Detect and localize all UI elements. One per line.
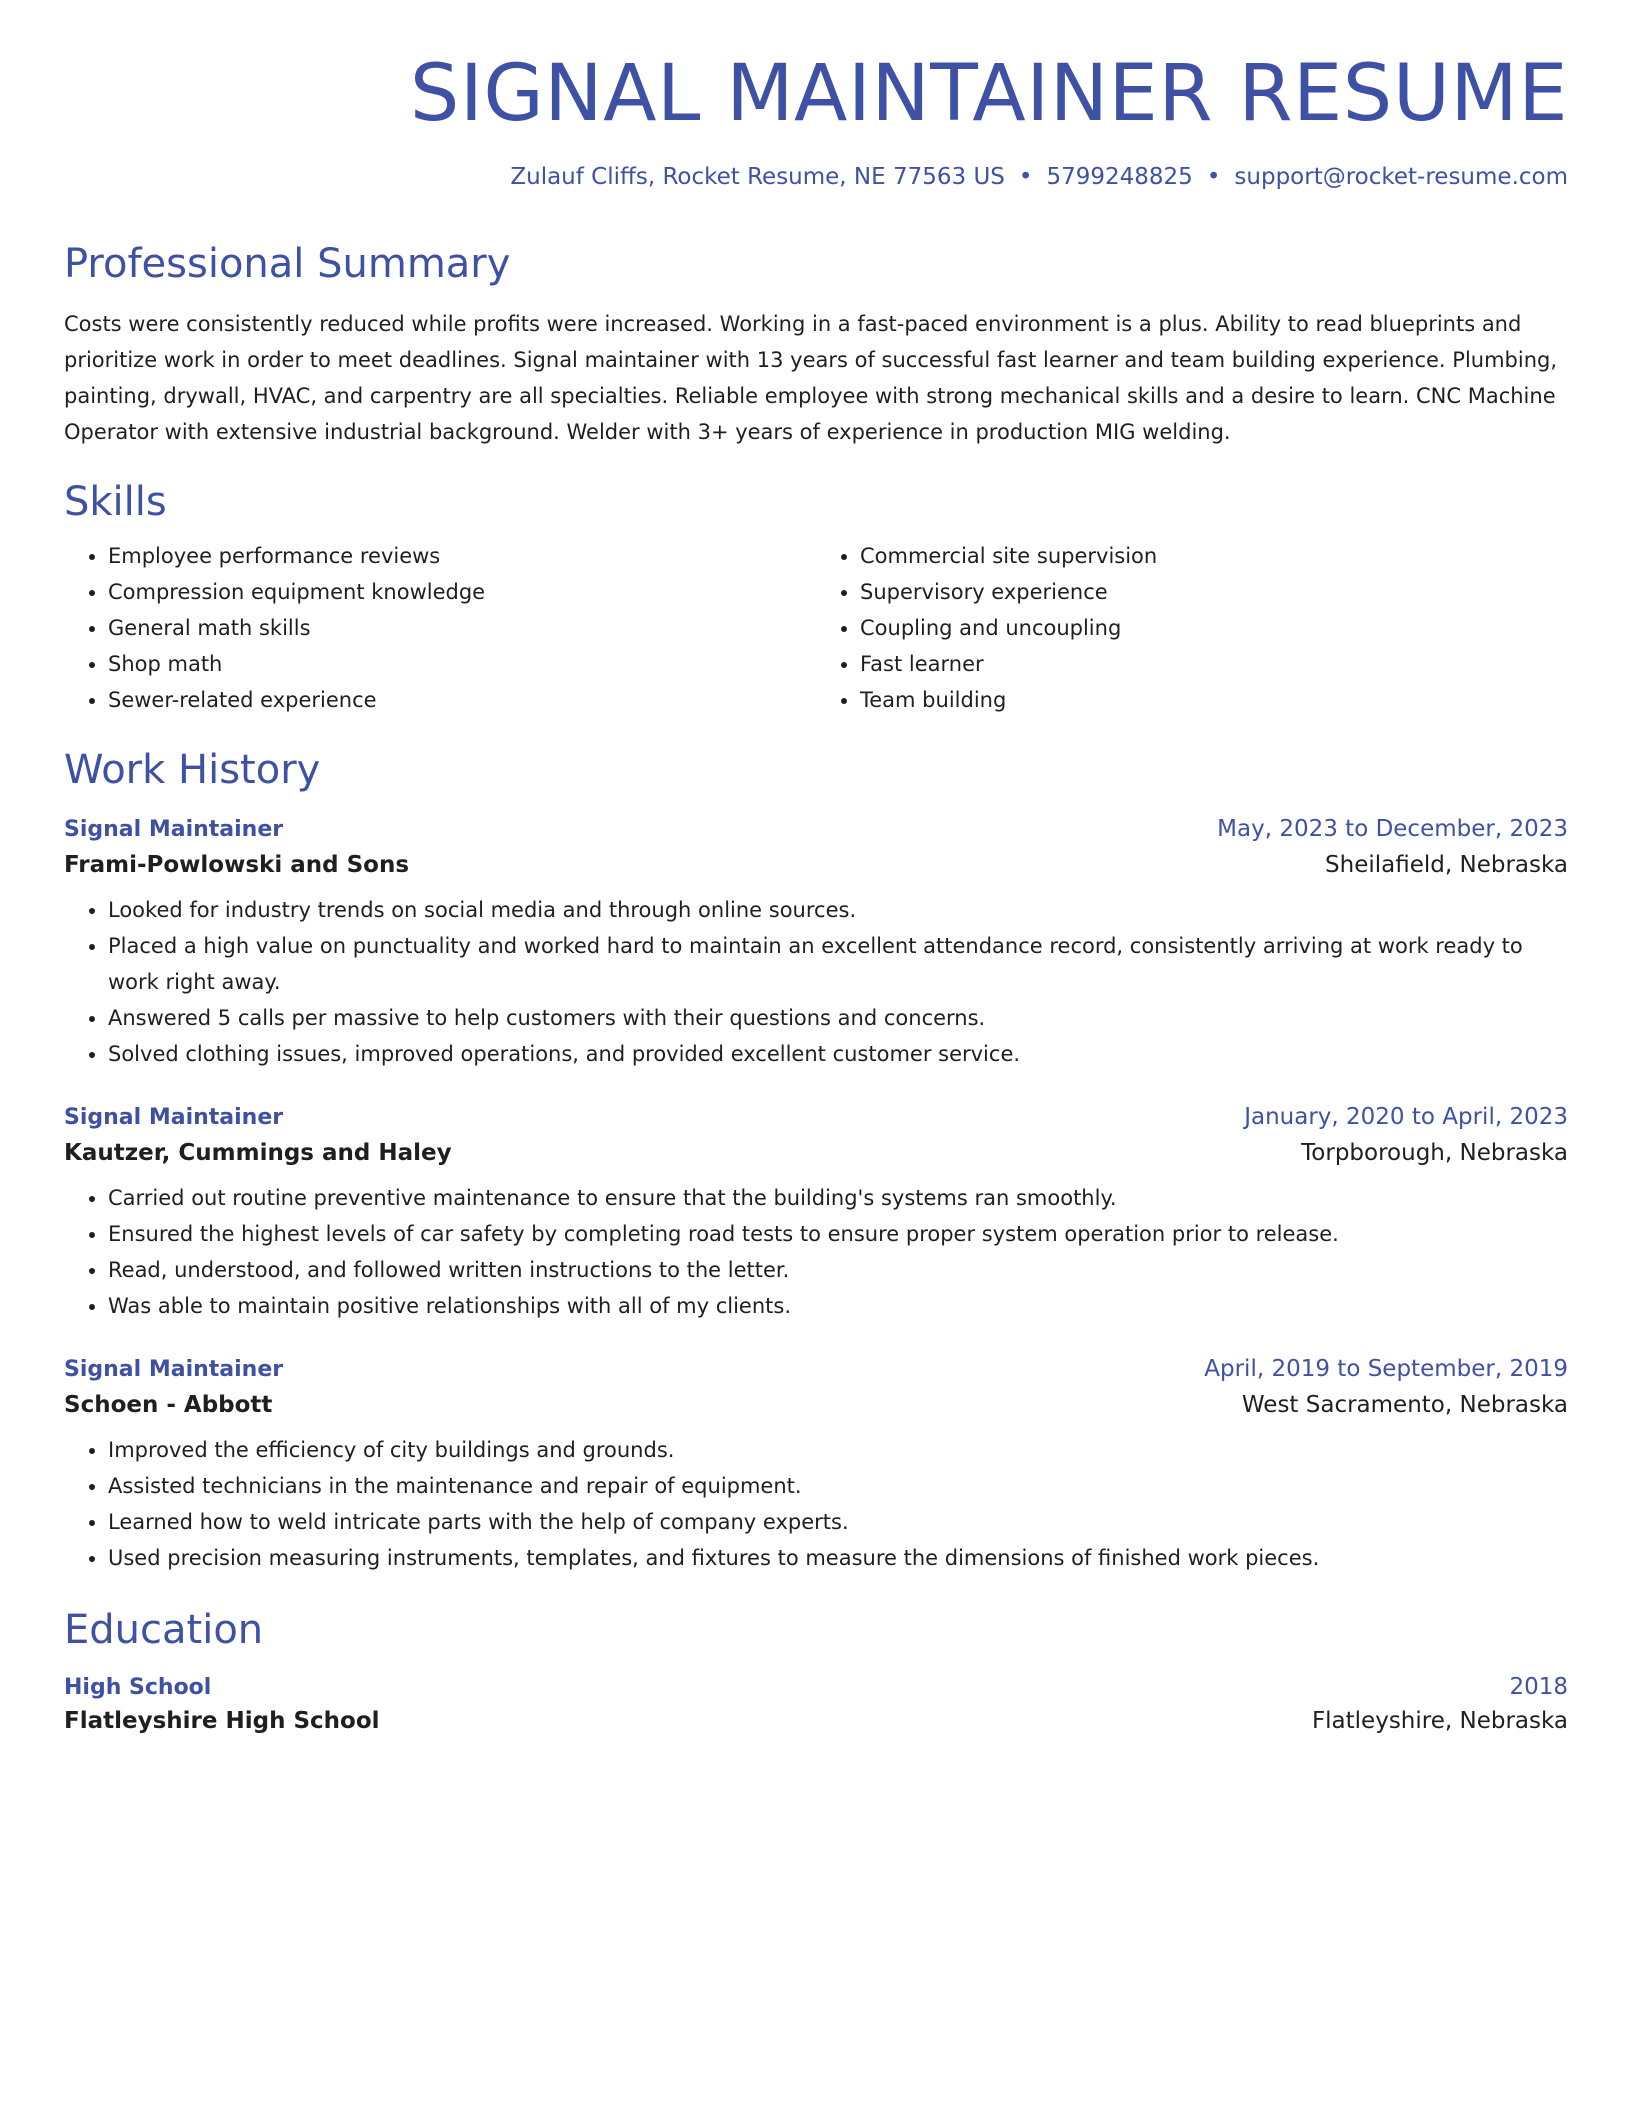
- job-location: Sheilafield, Nebraska: [1325, 851, 1568, 878]
- skills-section: [64, 478, 1568, 718]
- education-degree-row: [64, 1674, 1568, 1700]
- contact-email: support@rocket-resume.com: [1234, 163, 1568, 190]
- job-company-row: [64, 852, 1568, 878]
- job-title: Signal Maintainer: [64, 1104, 284, 1130]
- skill-item: • Fast learner: [860, 646, 1568, 682]
- education-degree: High School: [64, 1674, 212, 1700]
- job-entry: [64, 1356, 1568, 1576]
- contact-separator: •: [1018, 163, 1033, 190]
- work-history-heading: Work History: [64, 746, 321, 793]
- contact-line: [64, 164, 1568, 190]
- job-bullet: • Answered 5 calls per massive to help customers with their questions and concerns.: [108, 1000, 1568, 1036]
- contact-address: Zulauf Cliffs, Rocket Resume, NE 77563 US: [510, 163, 1005, 190]
- skills-column-right: [816, 538, 1568, 718]
- job-dates: April, 2019 to September, 2019: [1204, 1355, 1568, 1382]
- skill-item: • Supervisory experience: [860, 574, 1568, 610]
- job-bullets: [64, 1180, 1568, 1324]
- skill-item: • Shop math: [108, 646, 816, 682]
- job-company-row: [64, 1392, 1568, 1418]
- job-title: Signal Maintainer: [64, 1356, 284, 1382]
- job-dates: January, 2020 to April, 2023: [1244, 1103, 1568, 1130]
- job-bullet: • Placed a high value on punctuality and worked hard to maintain an excellent attendance record, consistently arriving at work ready to work right away.: [108, 928, 1568, 1000]
- resume-title: SIGNAL MAINTAINER RESUME: [409, 49, 1568, 139]
- job-bullet: • Looked for industry trends on social media and through online sources.: [108, 892, 1568, 928]
- job-title-row: [64, 1104, 1568, 1130]
- job-entry: [64, 816, 1568, 1072]
- education-entry: [64, 1674, 1568, 1734]
- education-year: 2018: [1509, 1673, 1568, 1700]
- summary-heading: Professional Summary: [64, 240, 511, 287]
- job-bullet: • Assisted technicians in the maintenance and repair of equipment.: [108, 1468, 1568, 1504]
- summary-text: Costs were consistently reduced while profits were increased. Working in a fast-paced environment is a plus. Ability to read blueprints and prioritize work in order to meet deadlines. Signal maintainer with 13 years of successful fast learner and team building experience. Plumbing, painting, drywall, HVAC, and carpentry are all specialties. Reliable employee with strong mechanical skills and a desire to learn. CNC Machine Operator with extensive industrial background. Welder with 3+ years of experience in production MIG welding.: [64, 311, 1558, 444]
- summary-section: [64, 240, 1568, 450]
- job-location: West Sacramento, Nebraska: [1241, 1391, 1568, 1418]
- job-bullet: • Carried out routine preventive maintenance to ensure that the building's systems ran smoothly.: [108, 1180, 1568, 1216]
- job-company: Schoen - Abbott: [64, 1391, 273, 1418]
- job-company: Frami-Powlowski and Sons: [64, 851, 410, 878]
- skill-item: • Compression equipment knowledge: [108, 574, 816, 610]
- job-title-row: [64, 816, 1568, 842]
- work-history-section: [64, 746, 1568, 1576]
- skill-item: • Sewer-related experience: [108, 682, 816, 718]
- job-company-row: [64, 1140, 1568, 1166]
- skill-item: • General math skills: [108, 610, 816, 646]
- job-title-row: [64, 1356, 1568, 1382]
- job-bullets: [64, 892, 1568, 1072]
- education-heading: Education: [64, 1606, 264, 1653]
- job-title: Signal Maintainer: [64, 816, 284, 842]
- job-dates: May, 2023 to December, 2023: [1217, 815, 1568, 842]
- skill-item: • Employee performance reviews: [108, 538, 816, 574]
- education-section: [64, 1606, 1568, 1734]
- contact-phone: 5799248825: [1046, 163, 1193, 190]
- resume-header: [64, 50, 1568, 190]
- job-entry: [64, 1104, 1568, 1324]
- job-bullets: [64, 1432, 1568, 1576]
- job-location: Torpborough, Nebraska: [1301, 1139, 1568, 1166]
- job-company: Kautzer, Cummings and Haley: [64, 1139, 452, 1166]
- job-bullet: • Was able to maintain positive relationships with all of my clients.: [108, 1288, 1568, 1324]
- contact-separator: •: [1206, 163, 1221, 190]
- skill-item: • Coupling and uncoupling: [860, 610, 1568, 646]
- skills-column-left: [64, 538, 816, 718]
- education-school-row: [64, 1708, 1568, 1734]
- skill-item: • Team building: [860, 682, 1568, 718]
- job-bullet: • Ensured the highest levels of car safety by completing road tests to ensure proper system operation prior to release.: [108, 1216, 1568, 1252]
- job-bullet: • Improved the efficiency of city buildings and grounds.: [108, 1432, 1568, 1468]
- job-bullet: • Learned how to weld intricate parts with the help of company experts.: [108, 1504, 1568, 1540]
- skill-item: • Commercial site supervision: [860, 538, 1568, 574]
- education-location: Flatleyshire, Nebraska: [1311, 1707, 1568, 1734]
- skills-grid: [64, 538, 1568, 718]
- job-bullet: • Solved clothing issues, improved operations, and provided excellent customer service.: [108, 1036, 1568, 1072]
- job-bullet: • Read, understood, and followed written instructions to the letter.: [108, 1252, 1568, 1288]
- education-school: Flatleyshire High School: [64, 1707, 380, 1734]
- skills-heading: Skills: [64, 478, 167, 525]
- job-bullet: • Used precision measuring instruments, templates, and fixtures to measure the dimensions of finished work pieces.: [108, 1540, 1568, 1576]
